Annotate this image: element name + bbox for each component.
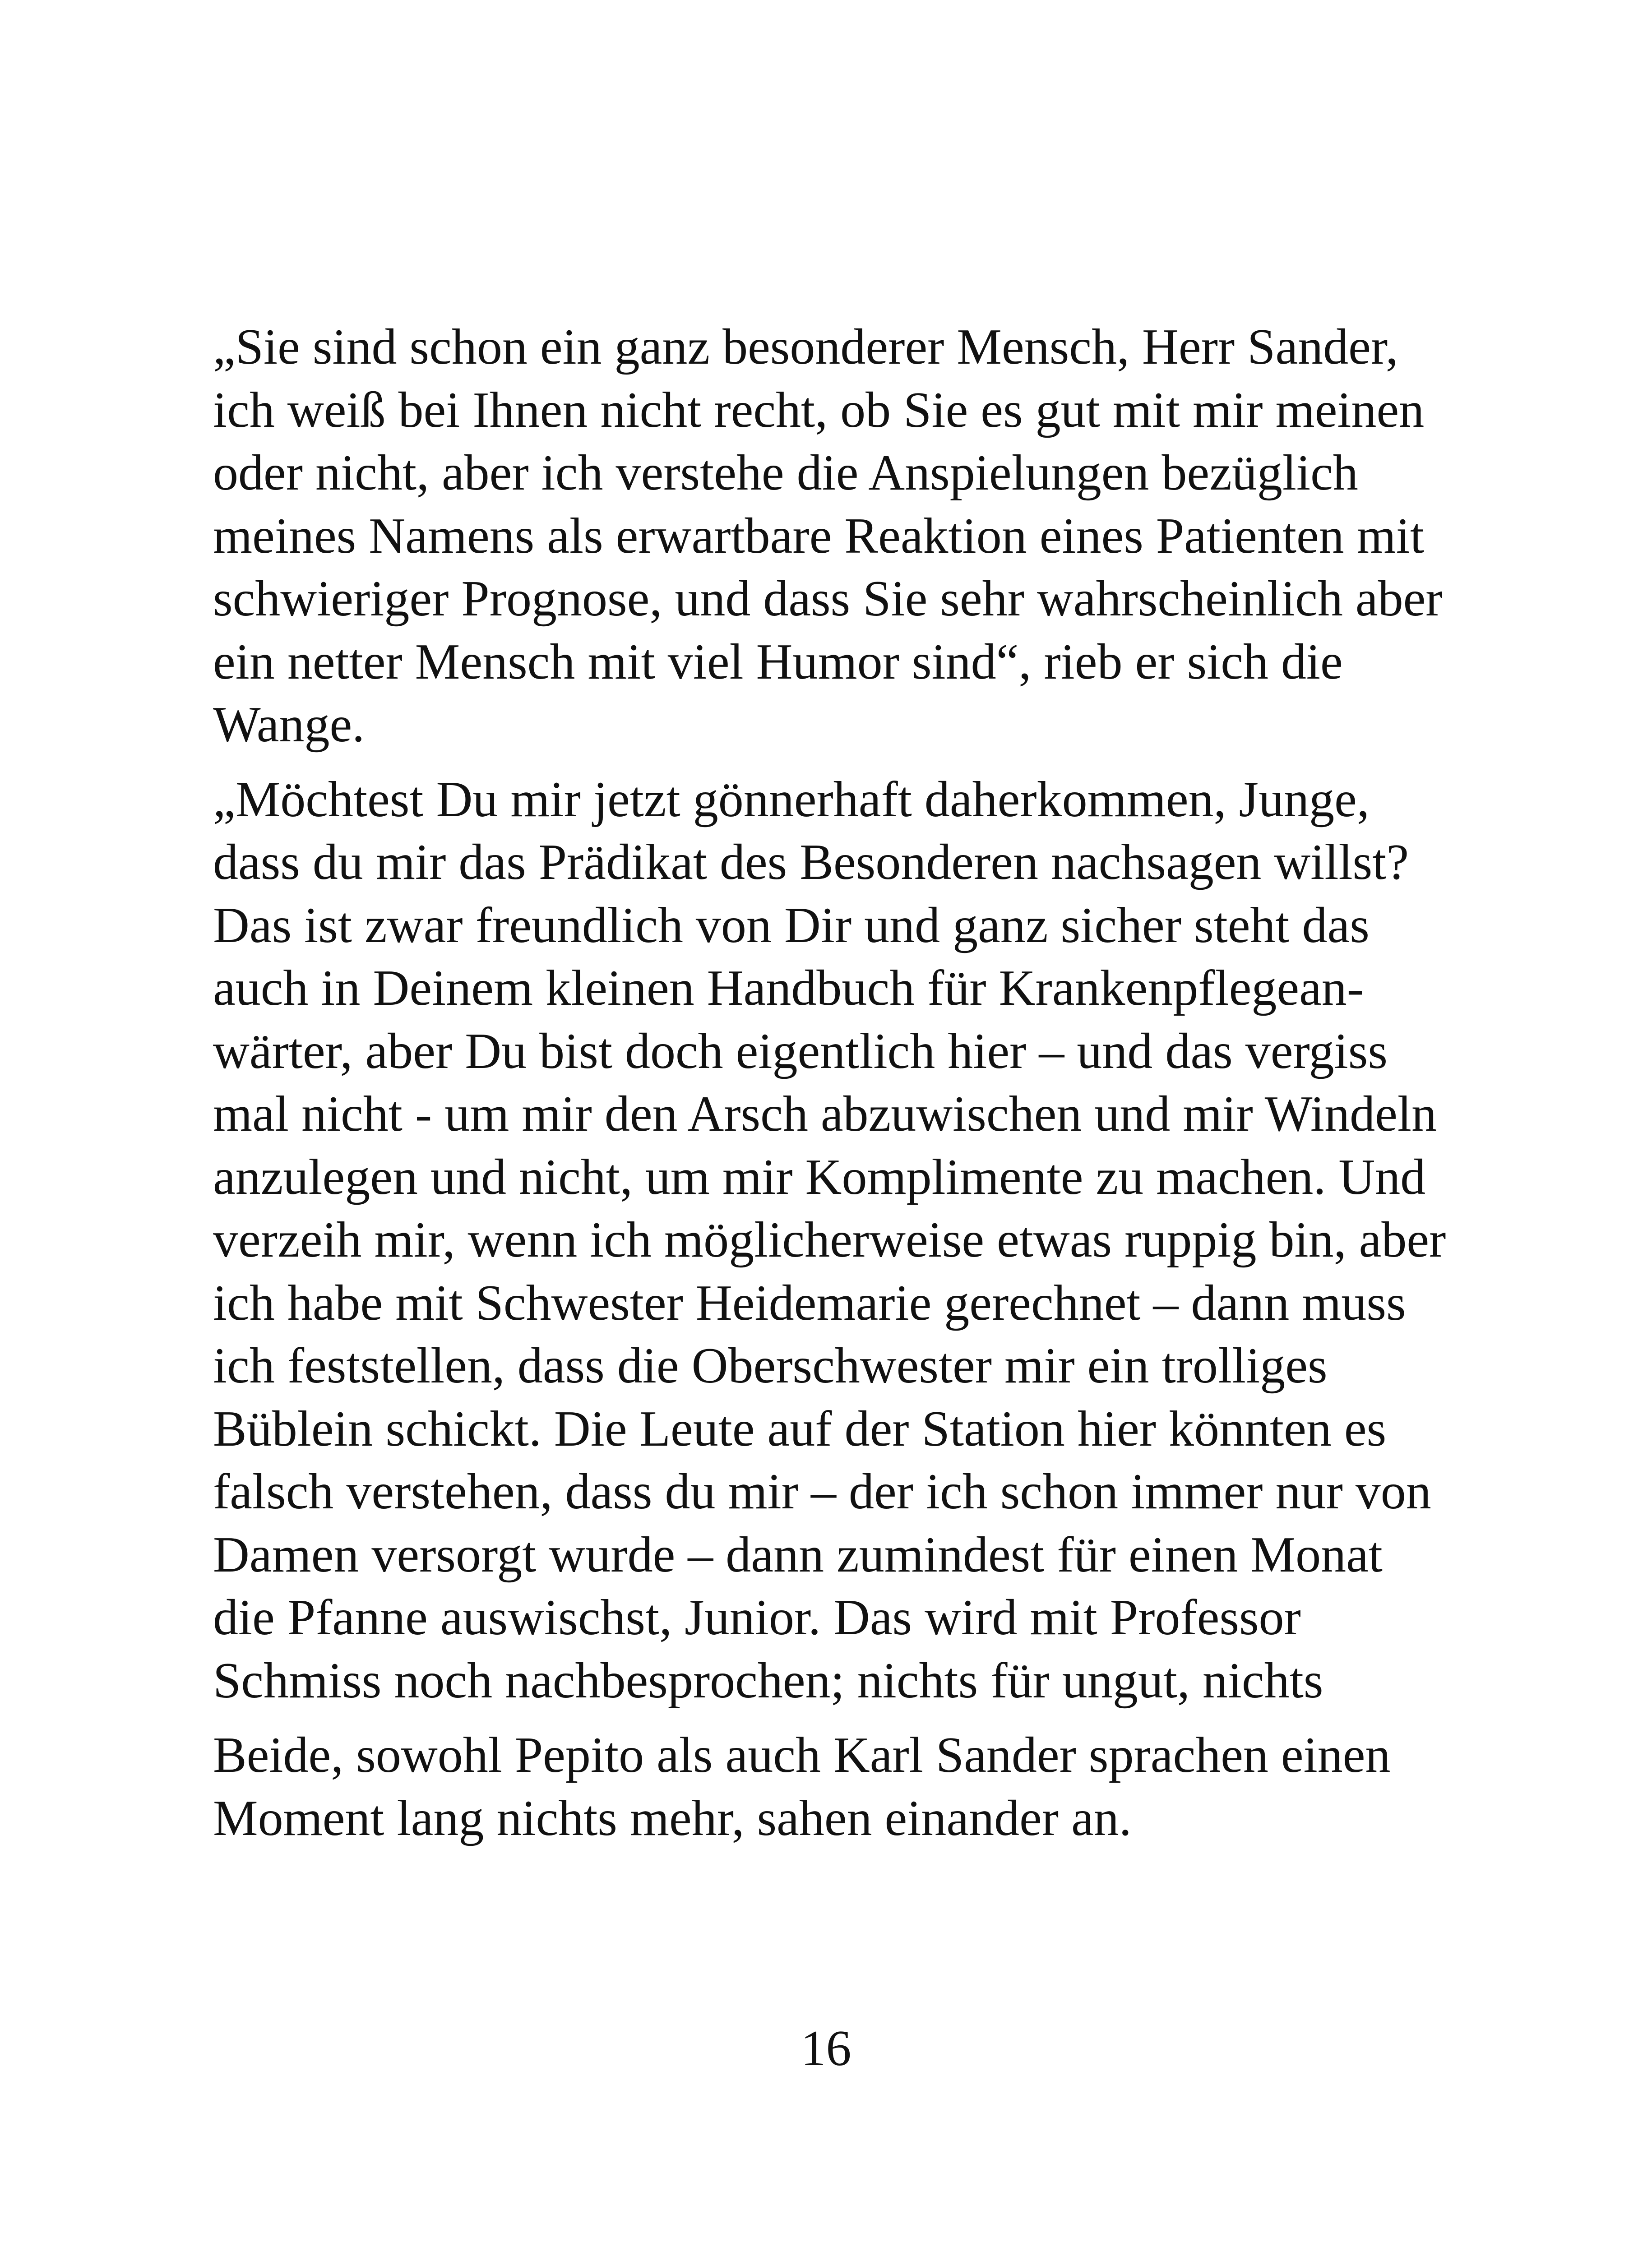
text-line: Damen versorgt wurde – dann zumindest für einen Monat — [213, 1526, 1383, 1583]
text-line: schwieriger Prognose, und dass Sie sehr wahrscheinlich aber — [213, 571, 1443, 627]
text-line: oder nicht, aber ich verstehe die Anspielungen bezüglich — [213, 445, 1358, 501]
text-line: verzeih mir, wenn ich möglicherweise etwas ruppig bin, aber — [213, 1212, 1446, 1268]
text-line: ich feststellen, dass die Oberschwester mir ein trolliges — [213, 1338, 1328, 1394]
paragraph-1 — [213, 316, 1522, 757]
text-line: meines Namens als erwartbare Reaktion eines Patienten mit — [213, 508, 1425, 564]
text-line: die Pfanne auswischst, Junior. Das wird mit Professor — [213, 1590, 1301, 1646]
text-line: ein netter Mensch mit viel Humor sind“, rieb er sich die — [213, 633, 1343, 690]
paragraph-3 — [213, 1724, 1522, 1850]
text-line: Schmiss noch nachbesprochen; nichts für ungut, nichts — [213, 1652, 1323, 1709]
text-line: Beide, sowohl Pepito als auch Karl Sander sprachen einen — [213, 1727, 1391, 1783]
text-line: auch in Deinem kleinen Handbuch für Krankenpflegean- — [213, 960, 1364, 1016]
text-line: „Sie sind schon ein ganz besonderer Mensch, Herr Sander, — [213, 319, 1398, 375]
body-text — [213, 316, 1522, 1862]
text-line: ich weiß bei Ihnen nicht recht, ob Sie es gut mit mir meinen — [213, 382, 1425, 438]
text-line: Büblein schickt. Die Leute auf der Station hier könnten es — [213, 1401, 1387, 1457]
page-number: 16 — [801, 2020, 851, 2076]
text-line: falsch verstehen, dass du mir – der ich schon immer nur von — [213, 1464, 1431, 1520]
text-line: Wange. — [213, 697, 365, 753]
text-line: mal nicht - um mir den Arsch abzuwischen und mir Windeln — [213, 1086, 1437, 1142]
text-line: anzulegen und nicht, um mir Komplimente zu machen. Und — [213, 1149, 1426, 1205]
text-line: Das ist zwar freundlich von Dir und ganz sicher steht das — [213, 897, 1370, 953]
text-line: Moment lang nichts mehr, sahen einander an. — [213, 1790, 1132, 1846]
text-line: ich habe mit Schwester Heidemarie gerechnet – dann muss — [213, 1275, 1406, 1331]
text-line: „Möchtest Du mir jetzt gönnerhaft daherkommen, Junge, — [213, 771, 1370, 828]
text-line: wärter, aber Du bist doch eigentlich hier – und das vergiss — [213, 1023, 1388, 1079]
text-line: dass du mir das Prädikat des Besonderen nachsagen willst? — [213, 834, 1409, 890]
paragraph-2 — [213, 768, 1522, 1713]
